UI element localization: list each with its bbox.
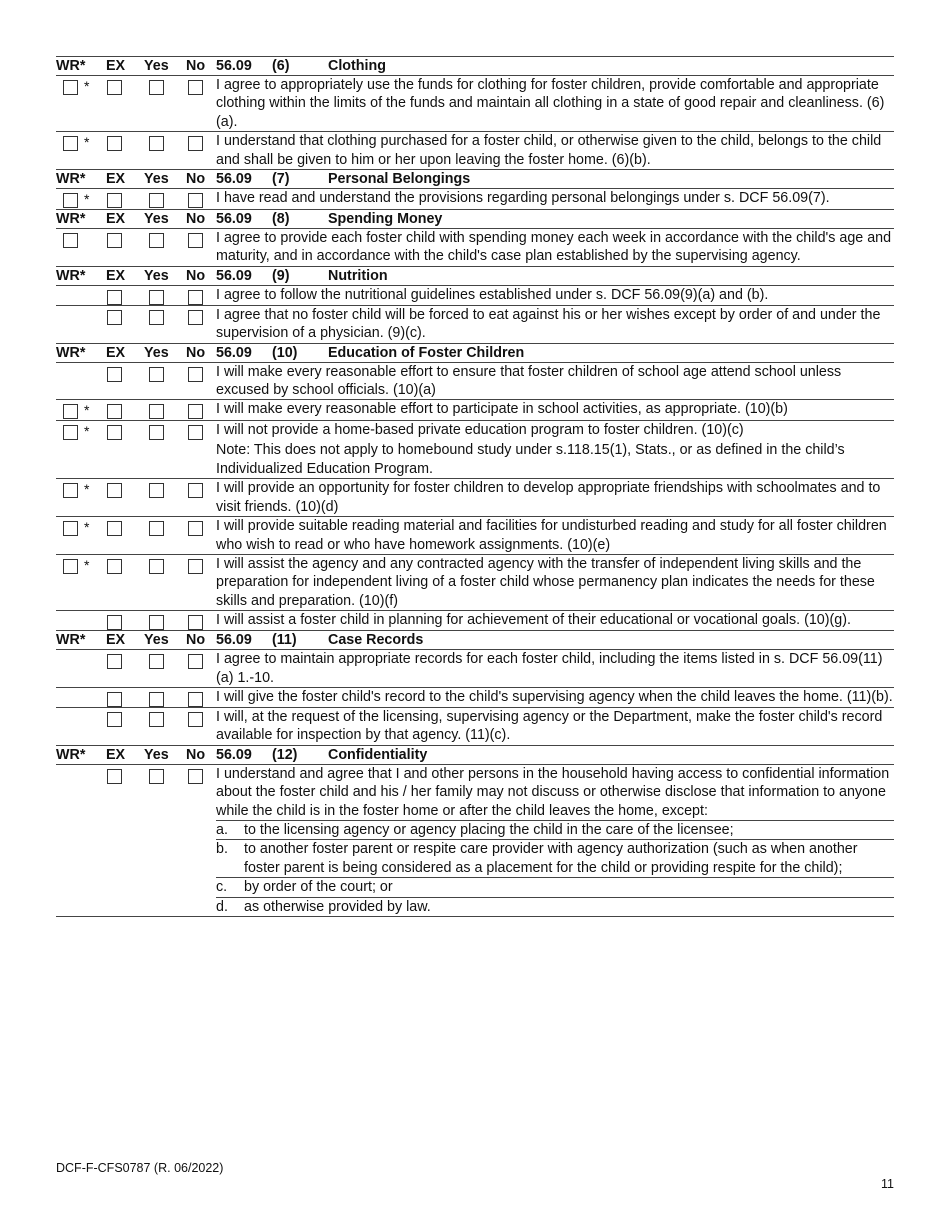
col-wr: WR*	[56, 745, 106, 764]
sub-item-text: as otherwise provided by law.	[244, 898, 431, 915]
item-text: I agree to provide each foster child with spending money each week in accordance with the child's age and maturity, and in accordance with the child's case plan established by the supervising agency.	[216, 229, 894, 267]
section-title: Nutrition	[328, 267, 388, 284]
wr-checkbox[interactable]	[63, 483, 78, 498]
form-number: DCF-F-CFS0787 (R. 06/2022)	[56, 1161, 224, 1175]
yes-checkbox[interactable]	[149, 483, 164, 498]
section-number: 56.09	[216, 632, 252, 649]
ex-checkbox[interactable]	[107, 712, 122, 727]
sub-item-row	[56, 878, 894, 897]
col-yes: Yes	[144, 57, 186, 76]
col-yes: Yes	[144, 631, 186, 650]
item-row	[56, 362, 894, 400]
no-checkbox[interactable]	[188, 80, 203, 95]
section-title: Confidentiality	[328, 746, 428, 763]
section-title: Case Records	[328, 632, 424, 649]
ex-checkbox[interactable]	[107, 769, 122, 784]
yes-checkbox[interactable]	[149, 80, 164, 95]
ex-checkbox[interactable]	[107, 233, 122, 248]
no-checkbox[interactable]	[188, 692, 203, 707]
yes-checkbox[interactable]	[149, 310, 164, 325]
sub-item-letter: b.	[216, 841, 228, 858]
section-number: 56.09	[216, 344, 252, 361]
item-text: I will make every reasonable effort to participate in school activities, as appropriate. (10)(b)	[216, 400, 894, 421]
item-row	[56, 650, 894, 688]
section-header-8	[56, 210, 894, 229]
col-wr: WR*	[56, 631, 106, 650]
col-yes: Yes	[144, 210, 186, 229]
item-text: I will assist the agency and any contracted agency with the transfer of independent living skills and the preparation for independent living of a foster child whose permanency plan indicates the needs for these skills and preparation. (10)(f)	[216, 554, 894, 610]
no-checkbox[interactable]	[188, 712, 203, 727]
item-text: I have read and understand the provisions regarding personal belongings under s. DCF 56.09(7).	[216, 189, 894, 210]
col-wr: WR*	[56, 210, 106, 229]
no-checkbox[interactable]	[188, 425, 203, 440]
yes-checkbox[interactable]	[149, 404, 164, 419]
item-text: I will provide an opportunity for foster children to develop appropriate friendships with schoolmates and to visit friends. (10)(d)	[216, 479, 894, 517]
required-star: *	[84, 423, 90, 440]
col-ex: EX	[106, 266, 144, 285]
section-title: Clothing	[328, 58, 386, 74]
col-ex: EX	[106, 745, 144, 764]
no-checkbox[interactable]	[188, 367, 203, 382]
section-paragraph: (11)	[272, 632, 297, 649]
section-paragraph: (6)	[272, 58, 290, 74]
item-text: I will make every reasonable effort to ensure that foster children of school age attend school unless excused by school officials. (10)(a)	[216, 362, 894, 400]
no-checkbox[interactable]	[188, 559, 203, 574]
sub-item-letter: a.	[216, 821, 228, 838]
section-paragraph: (8)	[272, 211, 290, 228]
item-text: I will not provide a home-based private education program to foster children. (10)(c)	[216, 421, 894, 442]
no-checkbox[interactable]	[188, 483, 203, 498]
yes-checkbox[interactable]	[149, 425, 164, 440]
item-text: I agree that no foster child will be forced to eat against his or her wishes except by order of and under the supervision of a physician. (9)(c).	[216, 305, 894, 343]
wr-checkbox[interactable]	[63, 404, 78, 419]
yes-checkbox[interactable]	[149, 136, 164, 151]
section-paragraph: (7)	[272, 171, 290, 188]
item-row	[56, 229, 894, 267]
yes-checkbox[interactable]	[149, 615, 164, 630]
item-row	[56, 285, 894, 305]
ex-checkbox[interactable]	[107, 80, 122, 95]
section-header-10	[56, 343, 894, 362]
item-row	[56, 132, 894, 170]
section-title: Spending Money	[328, 211, 443, 228]
section-title: Education of Foster Children	[328, 344, 525, 361]
section-number: 56.09	[216, 746, 252, 763]
section-number: 56.09	[216, 267, 252, 284]
yes-checkbox[interactable]	[149, 290, 164, 305]
item-text: I will give the foster child's record to the child's supervising agency when the child leaves the home. (11)(b).	[216, 687, 894, 707]
item-text: I understand that clothing purchased for a foster child, or otherwise given to the child, belongs to the child and shall be given to him or her upon leaving the foster home. (6)(b).	[216, 132, 894, 170]
section-paragraph: (9)	[272, 267, 290, 284]
sub-item-letter: d.	[216, 898, 228, 915]
col-no: No	[186, 266, 216, 285]
section-title: Personal Belongings	[328, 171, 471, 188]
page-number: 11	[881, 1177, 894, 1191]
col-no: No	[186, 57, 216, 76]
item-text: I agree to maintain appropriate records for each foster child, including the items listed in s. DCF 56.09(11)(a) 1.-10.	[216, 650, 894, 688]
yes-checkbox[interactable]	[149, 654, 164, 669]
section-number: 56.09	[216, 171, 252, 188]
item-row	[56, 687, 894, 707]
col-ex: EX	[106, 170, 144, 189]
sub-item-row	[56, 820, 894, 839]
item-text: I will provide suitable reading material and facilities for undisturbed reading and study for all foster children who wish to read or who have homework assignments. (10)(e)	[216, 517, 894, 555]
col-yes: Yes	[144, 170, 186, 189]
col-wr: WR*	[56, 266, 106, 285]
ex-checkbox[interactable]	[107, 521, 122, 536]
required-star: *	[84, 134, 90, 151]
yes-checkbox[interactable]	[149, 233, 164, 248]
yes-checkbox[interactable]	[149, 769, 164, 784]
ex-checkbox[interactable]	[107, 425, 122, 440]
yes-checkbox[interactable]	[149, 193, 164, 208]
no-checkbox[interactable]	[188, 654, 203, 669]
ex-checkbox[interactable]	[107, 559, 122, 574]
sub-item-text: by order of the court; or	[244, 879, 393, 896]
no-checkbox[interactable]	[188, 615, 203, 630]
no-checkbox[interactable]	[188, 310, 203, 325]
item-text: I will, at the request of the licensing, supervising agency or the Department, make the foster child's record available for inspection by that agency. (11)(c).	[216, 707, 894, 745]
item-row	[56, 517, 894, 555]
col-ex: EX	[106, 210, 144, 229]
checklist-table	[56, 56, 894, 917]
item-text: I will assist a foster child in planning for achievement of their educational or vocational goals. (10)(g).	[216, 611, 894, 631]
ex-checkbox[interactable]	[107, 654, 122, 669]
col-ex: EX	[106, 343, 144, 362]
table-end-rule	[56, 917, 894, 918]
sub-item-letter: c.	[216, 879, 228, 896]
col-no: No	[186, 170, 216, 189]
col-yes: Yes	[144, 343, 186, 362]
no-checkbox[interactable]	[188, 193, 203, 208]
ex-checkbox[interactable]	[107, 193, 122, 208]
item-row	[56, 479, 894, 517]
col-yes: Yes	[144, 745, 186, 764]
item-row	[56, 305, 894, 343]
ex-checkbox[interactable]	[107, 136, 122, 151]
yes-checkbox[interactable]	[149, 692, 164, 707]
required-star: *	[84, 191, 90, 208]
section-paragraph: (10)	[272, 344, 298, 361]
required-star: *	[84, 519, 90, 536]
ex-checkbox[interactable]	[107, 367, 122, 382]
item-row	[56, 611, 894, 631]
required-star: *	[84, 556, 90, 573]
sub-item-row	[56, 840, 894, 878]
item-text: I understand and agree that I and other persons in the household having access to confidential information about the foster child and his / her family may not discuss or otherwise disclose that information to anyone while the child is in the foster home or after the child leaves the home, except:	[216, 764, 894, 820]
item-row	[56, 76, 894, 132]
ex-checkbox[interactable]	[107, 692, 122, 707]
no-checkbox[interactable]	[188, 769, 203, 784]
ex-checkbox[interactable]	[107, 483, 122, 498]
no-checkbox[interactable]	[188, 136, 203, 151]
no-checkbox[interactable]	[188, 290, 203, 305]
yes-checkbox[interactable]	[149, 559, 164, 574]
section-header-9	[56, 266, 894, 285]
section-header-7	[56, 170, 894, 189]
required-star: *	[84, 78, 90, 94]
item-row	[56, 400, 894, 421]
section-header-11	[56, 631, 894, 650]
wr-checkbox[interactable]	[63, 193, 78, 208]
wr-checkbox[interactable]	[63, 521, 78, 536]
col-yes: Yes	[144, 266, 186, 285]
item-text: I agree to follow the nutritional guidelines established under s. DCF 56.09(9)(a) and (b).	[216, 285, 894, 305]
wr-checkbox[interactable]	[63, 559, 78, 574]
note-row	[56, 441, 894, 478]
section-number: 56.09	[216, 211, 252, 228]
sub-item-text: to another foster parent or respite care provider with agency authorization (such as when another foster parent is being considered as a placement for the child or providing respite for the child);	[244, 841, 858, 876]
col-wr: WR*	[56, 170, 106, 189]
col-no: No	[186, 210, 216, 229]
col-ex: EX	[106, 57, 144, 76]
col-ex: EX	[106, 631, 144, 650]
item-row	[56, 707, 894, 745]
ex-checkbox[interactable]	[107, 290, 122, 305]
ex-checkbox[interactable]	[107, 615, 122, 630]
col-no: No	[186, 745, 216, 764]
ex-checkbox[interactable]	[107, 310, 122, 325]
item-text: I agree to appropriately use the funds for clothing for foster children, provide comfortable and appropriate clothing within the limits of the funds and maintain all clothing in a state of good repair and cleanliness. (6)(a).	[216, 76, 894, 132]
required-star: *	[84, 402, 90, 419]
yes-checkbox[interactable]	[149, 521, 164, 536]
col-wr: WR*	[56, 343, 106, 362]
note-text: Note: This does not apply to homebound study under s.118.15(1), Stats., or as defined in the child’s Individualized Education Program.	[216, 442, 845, 477]
sub-item-row	[56, 897, 894, 916]
item-row	[56, 764, 894, 820]
no-checkbox[interactable]	[188, 521, 203, 536]
col-no: No	[186, 631, 216, 650]
sub-item-text: to the licensing agency or agency placing the child in the care of the licensee;	[244, 821, 734, 838]
section-number: 56.09	[216, 58, 252, 74]
item-row	[56, 554, 894, 610]
section-paragraph: (12)	[272, 746, 298, 763]
wr-checkbox[interactable]	[63, 425, 78, 440]
section-header-6	[56, 57, 894, 76]
required-star: *	[84, 481, 90, 498]
yes-checkbox[interactable]	[149, 367, 164, 382]
no-checkbox[interactable]	[188, 233, 203, 248]
item-row	[56, 421, 894, 442]
ex-checkbox[interactable]	[107, 404, 122, 419]
col-wr: WR*	[56, 57, 106, 76]
yes-checkbox[interactable]	[149, 712, 164, 727]
item-row	[56, 189, 894, 210]
wr-checkbox[interactable]	[63, 136, 78, 151]
wr-checkbox[interactable]	[63, 80, 78, 95]
section-header-12	[56, 745, 894, 764]
wr-checkbox[interactable]	[63, 233, 78, 248]
col-no: No	[186, 343, 216, 362]
no-checkbox[interactable]	[188, 404, 203, 419]
